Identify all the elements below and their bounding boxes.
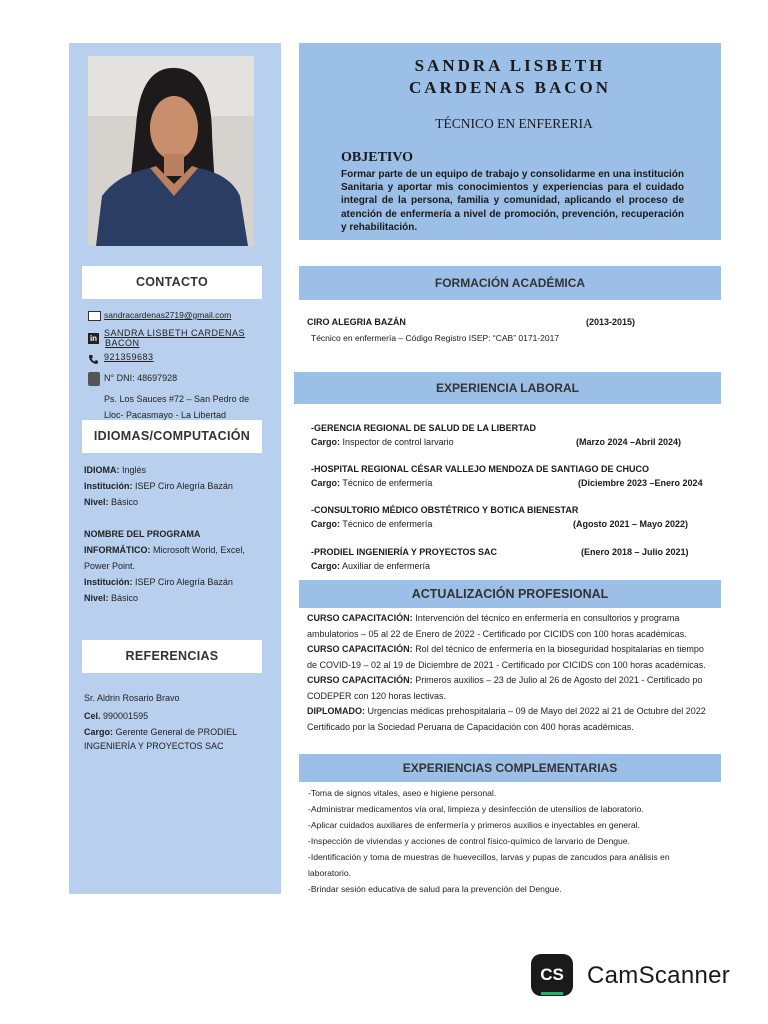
linkedin-icon: in [89,334,98,343]
address-line-1: Ps. Los Sauces #72 – San Pedro de [104,394,250,404]
idioma-label: IDIOMA: [84,465,120,475]
cargo-label: Cargo: [311,561,340,571]
institution-label: Institución: [84,481,133,491]
training-list [307,611,722,735]
cargo-label: Cargo: [311,478,340,488]
camscanner-logo-text: CS [540,965,564,984]
cargo-label: Cargo: [311,519,340,529]
program-heading: NOMBRE DEL PROGRAMA [84,529,201,539]
idioma-value: Inglés [122,465,147,475]
camscanner-brand: CamScanner [587,962,731,989]
phone-icon [88,352,99,363]
complementary-list [308,785,723,897]
complementary-heading: EXPERIENCIAS COMPLEMENTARIAS [299,754,721,782]
program-value: Microsoft World, Excel, [153,545,245,555]
training-label: DIPLOMADO: [307,706,365,716]
dni-text: N° DNI: 48697928 [104,373,178,383]
training-text-cont: CODEPER con 120 horas lectivas. [307,690,447,701]
experience-cargo: Inspector de control larvario [342,437,454,447]
complementary-item: -Toma de signos vitales, aseo e higiene personal. [308,788,497,798]
program-value-cont: Power Point. [84,561,136,571]
experience-cargo: Auxiliar de enfermería [342,561,431,571]
cargo-label: Cargo: [311,437,340,447]
experience-org: -HOSPITAL REGIONAL CÉSAR VALLEJO MENDOZA DE SANTIAGO DE CHUCO [311,464,650,474]
experience-heading: EXPERIENCIA LABORAL [294,372,721,404]
camscanner-logo-accent [541,992,563,995]
objective-title: OBJETIVO [341,150,414,165]
training-text: Rol del técnico de enfermería en la bioseguridad hospitalarias en tiempo [415,644,704,654]
level-label: Nivel: [84,593,109,603]
experience-dates: (Diciembre 2023 –Enero 2024 [578,478,703,488]
institution-label: Institución: [84,577,133,587]
complementary-item: -Administrar medicamentos vía oral, limpieza y desinfección de utensilios de laboratorio. [308,804,644,814]
email-icon [88,311,101,321]
training-text: Intervención del técnico en enfermería en consultorios y programa [415,613,680,623]
cargo-label: Cargo: [84,727,113,737]
linkedin-line-2: BACON [105,338,140,348]
school-name: CIRO ALEGRIA BAZÁN [307,317,406,327]
contact-heading: CONTACTO [82,266,262,299]
experience-cargo: Técnico de enfermería [342,478,433,488]
experience-dates: (Marzo 2024 –Abril 2024) [576,437,682,447]
institution-value: ISEP Ciro Alegría Bazán [135,577,233,587]
school-detail: Técnico en enfermería – Código Registro ISEP: “CAB” 0171-2017 [311,333,560,343]
profile-photo [88,56,254,246]
address-line-2: Lloc- Pacasmayo - La Libertad [104,410,227,420]
complementary-item: -Brindar sesión educativa de salud para la prevención del Dengue. [308,884,562,894]
training-label: CURSO CAPACITACIÓN: [307,644,413,654]
training-text: Primeros auxilios – 23 de Julio al 26 de Agosto del 2021 - Certificado po [415,675,703,685]
complementary-item: -Inspección de viviendas y acciones de control físico-químico de larvario de Dengue. [308,836,630,846]
experience-cargo: Técnico de enfermería [342,519,433,529]
languages-heading: IDIOMAS/COMPUTACIÓN [82,420,262,453]
experience-org: -CONSULTORIO MÉDICO OBSTÉTRICO Y BOTICA BIENESTAR [311,505,579,515]
cel-value: 990001595 [103,711,149,721]
cel-label: Cel. [84,711,101,721]
experience-org: -GERENCIA REGIONAL DE SALUD DE LA LIBERTAD [311,423,537,433]
training-text-cont: ambulatorios – 05 al 22 de Enero de 2022 - Certificado por CICIDS con 100 horas académicas. [307,628,687,639]
training-text-cont: de COVID-19 – 02 al 19 de Diciembre de 2021 - Certificado por CICIDS con 100 horas académicas. [307,659,706,670]
email-link[interactable]: sandracardenas2719@gmail.com [104,310,232,320]
complementary-item: -Aplicar cuidados auxiliares de enfermería y primeros auxilios e inyectables en general. [308,820,640,830]
linkedin-line-1: SANDRA LISBETH CARDENAS [104,328,246,338]
level-label: Nivel: [84,497,109,507]
cargo-value-cont: INGENIERÍA Y PROYECTOS SAC [84,741,224,751]
level-value: Básico [111,497,139,507]
languages-block [84,462,274,606]
school-years: (2013-2015) [586,317,636,327]
training-text: Urgencias médicas prehospitalaria – 09 de Mayo del 2022 al 21 de Octubre del 2022 [367,706,706,716]
complementary-item: laboratorio. [308,868,351,878]
name-line-2: CARDENAS BACON [408,78,612,97]
phone-number[interactable]: 921359683 [104,352,154,362]
camscanner-logo [531,954,573,996]
training-text-cont: Certificado por la Sociedad Peruana de Capacidación con 400 horas académicas. [307,721,634,732]
experience-dates: (Enero 2018 – Julio 2021) [581,547,689,557]
references-block [84,689,274,753]
job-title: TÉCNICO EN ENFERERIA [435,116,593,131]
program-label: INFORMÁTICO: [84,545,151,555]
cargo-value: Gerente General de PRODIEL [115,727,238,737]
training-label: CURSO CAPACITACIÓN: [307,613,413,623]
name-line-1: SANDRA LISBETH [414,56,606,75]
id-card-icon [88,372,100,386]
experience-org: -PRODIEL INGENIERÍA Y PROYECTOS SAC [311,547,498,557]
complementary-item: -Identificación y toma de muestras de huevecillos, larvas y pupas de zancudos para análisis en [308,852,670,862]
candidate-name [299,55,721,99]
linkedin-link[interactable] [104,328,245,348]
references-heading: REFERENCIAS [82,640,262,673]
reference-person: Sr. Aldrin Rosario Bravo [84,693,180,703]
education-heading: FORMACIÓN ACADÉMICA [299,266,721,300]
training-heading: ACTUALIZACIÓN PROFESIONAL [299,580,721,608]
objective-text: Formar parte de un equipo de trabajo y consolidarme en una institución Sanitaria y aportar mis conocimientos y experiencias para el cuidado integral de la persona, familia y comunidad, aplicando el proceso de atención de enfermería a nivel de promoción, prevención, recuperación y rehabilitación. [341,169,684,233]
level-value: Básico [111,593,139,603]
training-label: CURSO CAPACITACIÓN: [307,675,413,685]
institution-value: ISEP Ciro Alegría Bazán [135,481,233,491]
experience-dates: (Agosto 2021 – Mayo 2022) [573,519,689,529]
